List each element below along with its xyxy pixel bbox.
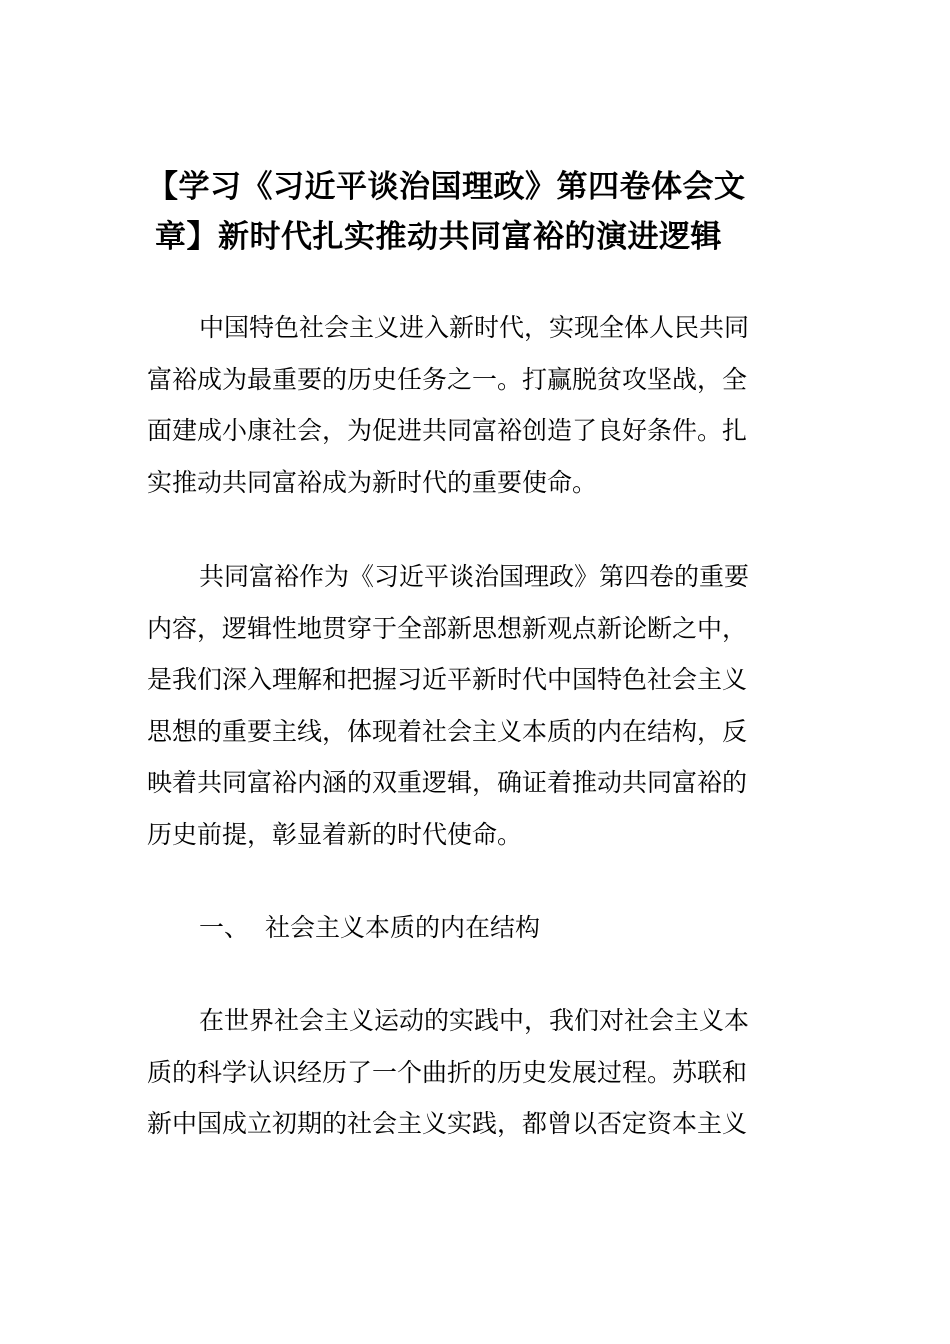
section-heading-line [147, 902, 815, 954]
paragraph-line: 映着共同富裕内涵的双重逻辑，确证着推动共同富裕的 [147, 768, 748, 797]
paragraph-line: 思想的重要主线，体现着社会主义本质的内在结构，反 [147, 716, 748, 746]
title-line: 章】新时代扎实推动共同富裕的演进逻辑 [155, 219, 722, 255]
paragraph-line: 历史前提，彰显着新的时代使命。 [147, 819, 523, 849]
document-title [147, 162, 815, 262]
paragraph-intro [147, 302, 815, 508]
paragraph-line: 共同富裕作为《习近平谈治国理政》第四卷的重要 [199, 562, 750, 591]
paragraph-line: 是我们深入理解和把握习近平新时代中国特色社会主义 [147, 665, 748, 694]
title-line: 【学习《习近平谈治国理政》第四卷体会文 [147, 169, 746, 205]
paragraph-common-prosperity [147, 551, 815, 860]
paragraph-line: 在世界社会主义运动的实践中，我们对社会主义本 [199, 1006, 750, 1035]
paragraph-line: 中国特色社会主义进入新时代，实现全体人民共同 [199, 313, 750, 342]
paragraph-line: 富裕成为最重要的历史任务之一。打赢脱贫攻坚战，全 [147, 364, 748, 394]
paragraph-line: 质的科学认识经历了一个曲折的历史发展过程。苏联和 [147, 1057, 748, 1087]
section-number: 一、 [199, 913, 250, 942]
section-heading [147, 902, 815, 954]
paragraph-socialist-essence [147, 995, 815, 1150]
paragraph-line: 新中国成立初期的社会主义实践，都曾以否定资本主义 [147, 1109, 748, 1138]
paragraph-line: 面建成小康社会，为促进共同富裕创造了良好条件。扎 [147, 416, 748, 445]
section-title: 社会主义本质的内在结构 [265, 913, 541, 942]
paragraph-line: 实推动共同富裕成为新时代的重要使命。 [147, 467, 598, 497]
paragraph-line: 内容，逻辑性地贯穿于全部新思想新观点新论断之中， [147, 613, 748, 643]
